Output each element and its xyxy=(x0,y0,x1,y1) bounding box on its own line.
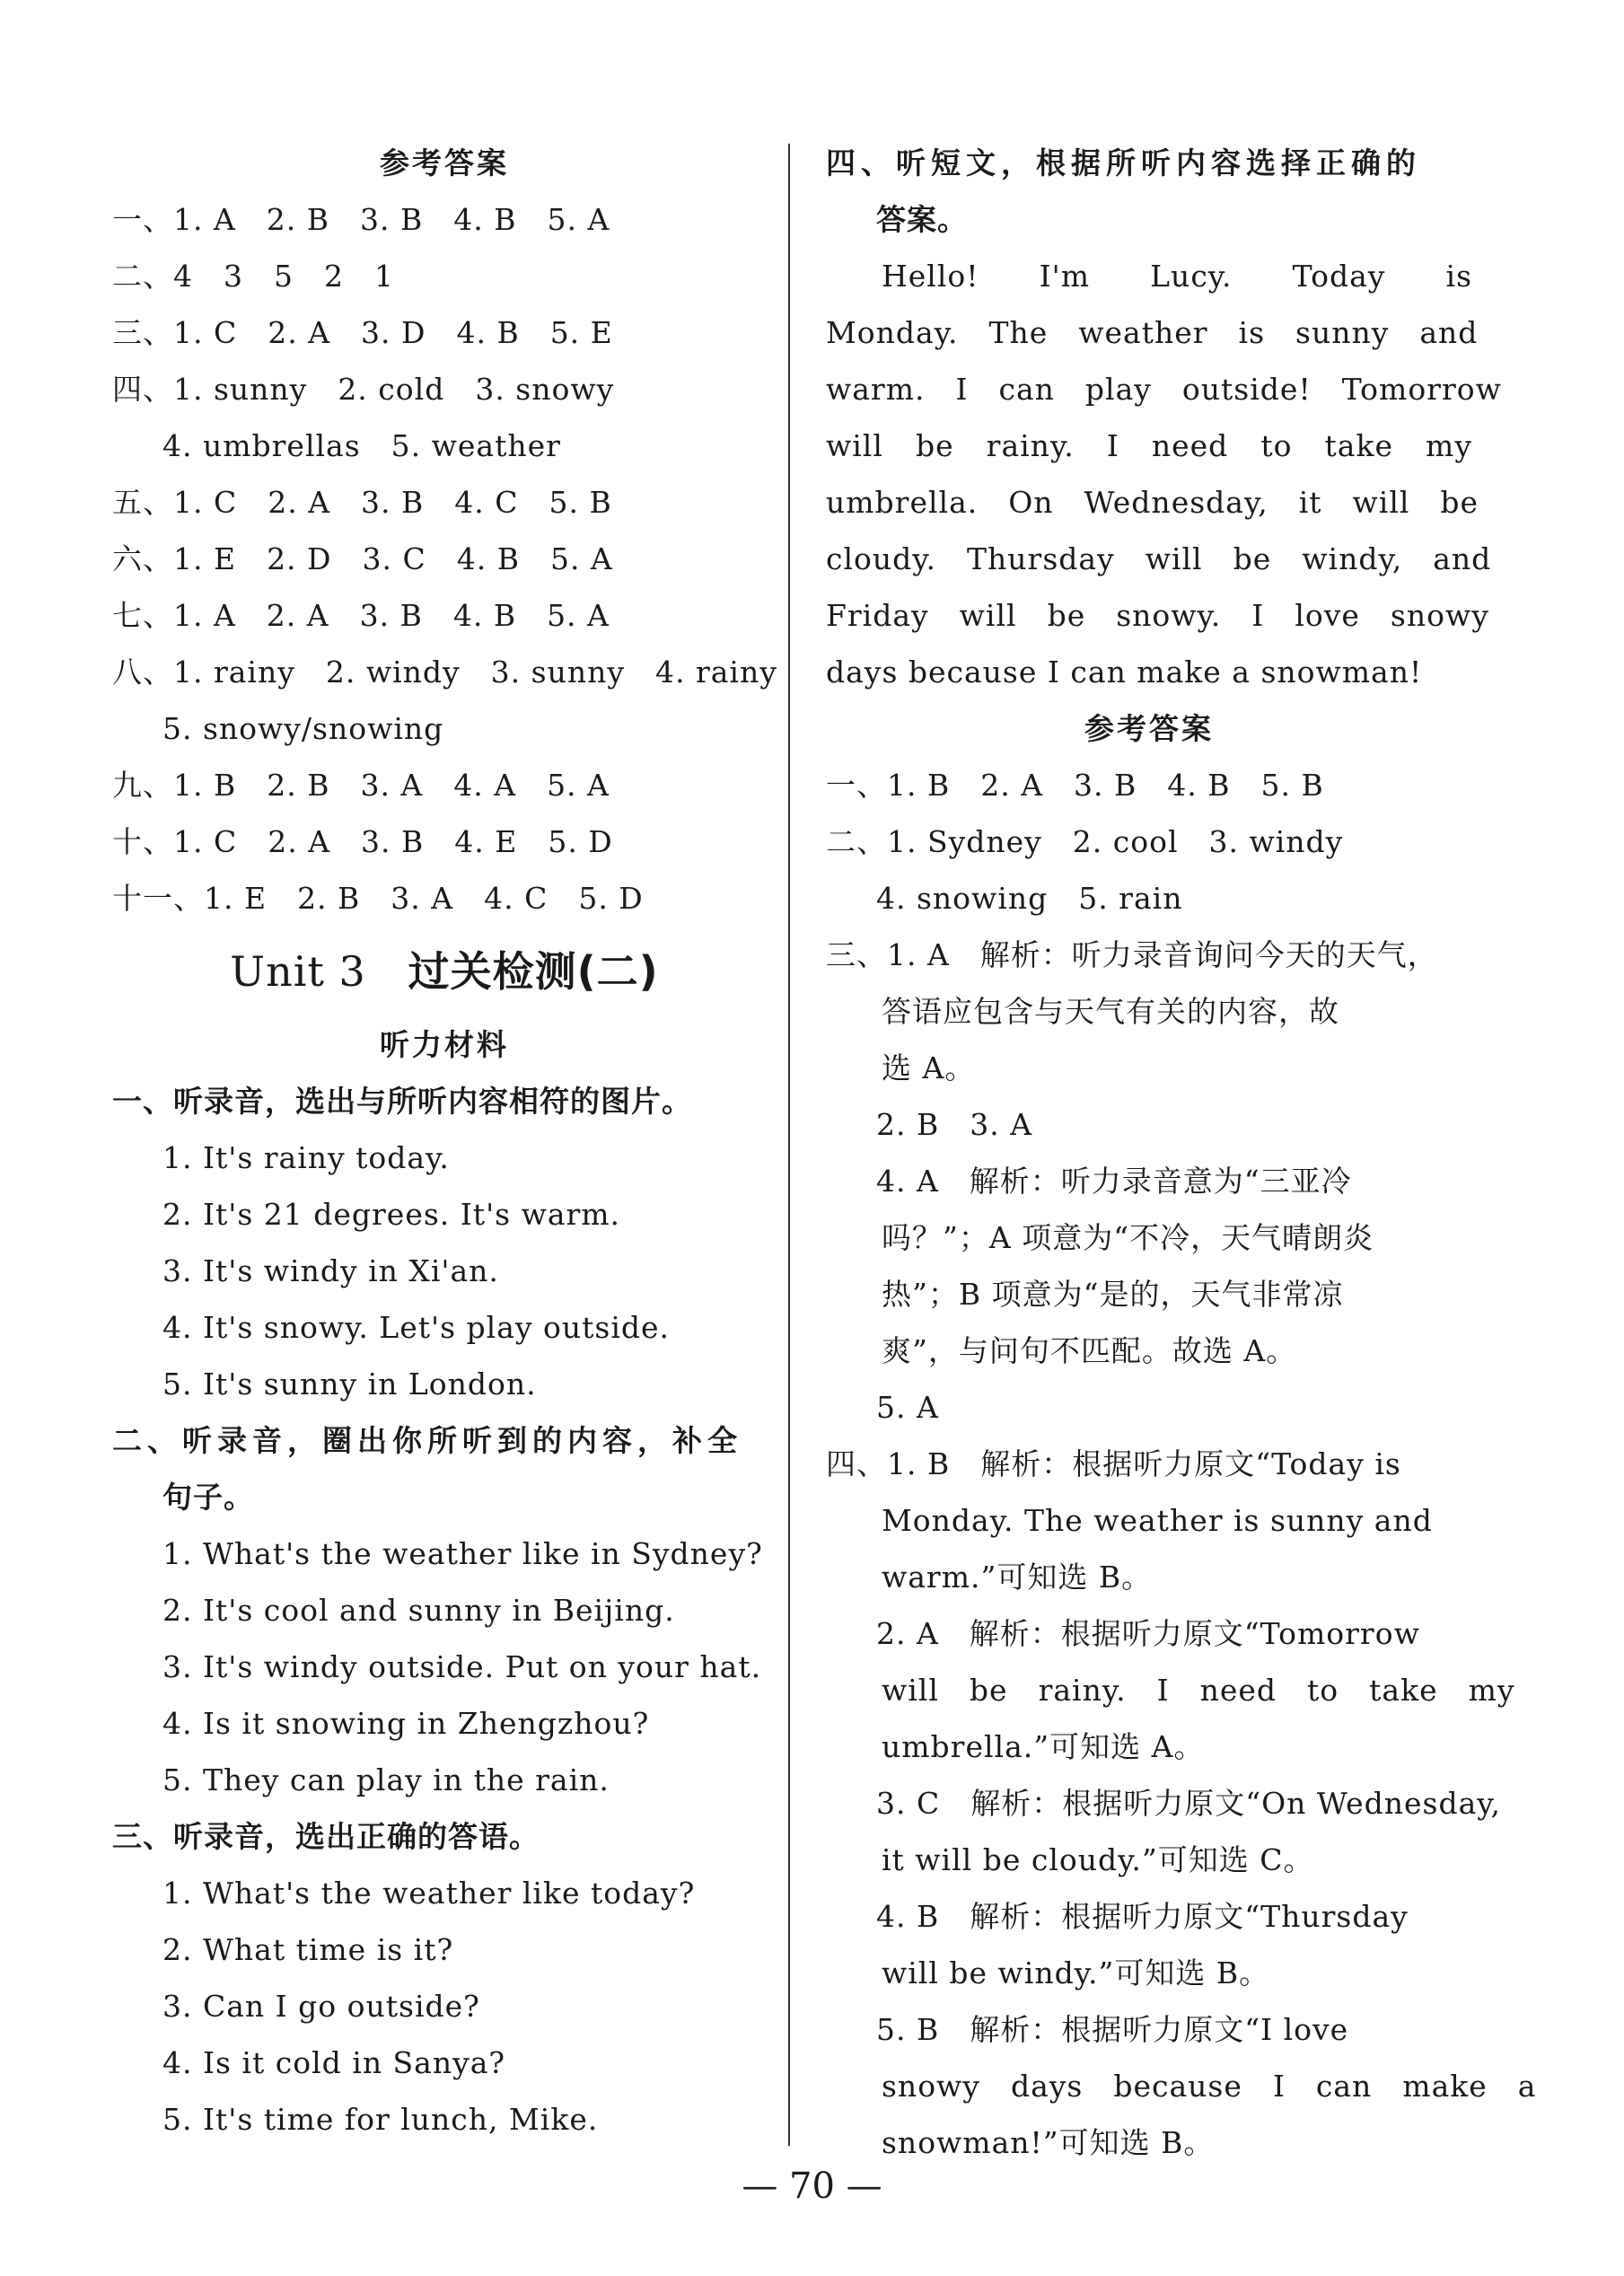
list-item: 5. It's sunny in London. xyxy=(162,1366,537,1402)
answer-line: 2. A 解析：根据听力原文“Tomorrow xyxy=(876,1616,1420,1651)
answer-line: snowy days because I can make a xyxy=(882,2069,1537,2104)
section-3-heading: 三、听录音，选出正确的答语。 xyxy=(112,1819,540,1854)
list-item: 3. It's windy outside. Put on your hat. xyxy=(162,1649,762,1684)
answer-line: Monday. The weather is sunny and xyxy=(882,1503,1433,1538)
passage-line: will be rainy. I need to take my xyxy=(826,428,1472,463)
passage-line: Hello! I'm Lucy. Today is xyxy=(882,259,1472,294)
answer-key-heading: 参考答案 xyxy=(380,145,509,180)
answer-key-heading: 参考答案 xyxy=(1084,711,1214,746)
list-item: 5. It's time for lunch, Mike. xyxy=(162,2102,599,2137)
section-4-heading: 四、听短文，根据所听内容选择正确的 xyxy=(826,145,1421,180)
answer-line: it will be cloudy.”可知选 C。 xyxy=(882,1842,1314,1877)
answer-line: 5. snowy/snowing xyxy=(162,711,444,746)
passage-line: umbrella. On Wednesday, it will be xyxy=(826,485,1479,520)
answer-line: 3. C 解析：根据听力原文“On Wednesday, xyxy=(876,1786,1502,1821)
listening-material-heading: 听力材料 xyxy=(380,1027,509,1062)
answer-line: 九、1. B 2. B 3. A 4. A 5. A xyxy=(112,768,610,803)
answer-line: 2. B 3. A xyxy=(876,1107,1033,1142)
list-item: 4. It's snowy. Let's play outside. xyxy=(162,1310,671,1345)
answer-line: 三、1. A 解析：听力录音询问今天的天气， xyxy=(826,937,1438,972)
section-2-heading-cont: 句子。 xyxy=(162,1480,254,1515)
answer-line: 七、1. A 2. A 3. B 4. B 5. A xyxy=(112,598,610,633)
answer-line: 4. B 解析：根据听力原文“Thursday xyxy=(876,1899,1409,1934)
answer-line: 4. umbrellas 5. weather xyxy=(162,428,561,463)
left-column xyxy=(112,135,777,2148)
list-item: 5. They can play in the rain. xyxy=(162,1762,610,1797)
list-item: 3. Can I go outside? xyxy=(162,1989,480,2024)
list-item: 1. What's the weather like in Sydney? xyxy=(162,1536,763,1571)
page-number: — 70 — xyxy=(742,2166,882,2207)
answer-line: will be rainy. I need to take my xyxy=(882,1673,1515,1708)
answer-line: 十、1. C 2. A 3. B 4. E 5. D xyxy=(112,824,613,859)
answer-line: 热”；B 项意为“是的，天气非常凉 xyxy=(882,1277,1344,1312)
answer-line: 四、1. sunny 2. cold 3. snowy xyxy=(112,372,615,407)
list-item: 2. It's cool and sunny in Beijing. xyxy=(162,1593,675,1628)
answer-line: 六、1. E 2. D 3. C 4. B 5. A xyxy=(112,541,613,576)
answer-line: 十一、1. E 2. B 3. A 4. C 5. D xyxy=(112,881,644,916)
list-item: 4. Is it snowing in Zhengzhou? xyxy=(162,1706,650,1741)
section-1-heading: 一、听录音，选出与所听内容相符的图片。 xyxy=(112,1084,692,1119)
passage-line: cloudy. Thursday will be windy, and xyxy=(826,541,1492,576)
unit-title xyxy=(112,927,777,1016)
answer-line: 一、1. B 2. A 3. B 4. B 5. B xyxy=(826,768,1324,803)
answer-line: 5. A xyxy=(876,1390,939,1425)
answer-line: 二、4 3 5 2 1 xyxy=(112,259,394,294)
answer-line: 4. snowing 5. rain xyxy=(876,881,1183,916)
answer-line: 三、1. C 2. A 3. D 4. B 5. E xyxy=(112,315,613,350)
answer-line: 二、1. Sydney 2. cool 3. windy xyxy=(826,824,1344,859)
list-item: 1. What's the weather like today? xyxy=(162,1876,696,1911)
answer-line: 四、1. B 解析：根据听力原文“Today is xyxy=(826,1446,1401,1481)
list-item: 2. It's 21 degrees. It's warm. xyxy=(162,1197,621,1232)
column-divider xyxy=(788,144,790,2146)
answer-line: 答语应包含与天气有关的内容，故 xyxy=(882,994,1339,1029)
answer-line: 五、1. C 2. A 3. B 4. C 5. B xyxy=(112,485,612,520)
answer-line: warm.”可知选 B。 xyxy=(882,1560,1153,1595)
answer-line: 爽”，与问句不匹配。故选 A。 xyxy=(882,1333,1297,1368)
passage-line: days because I can make a snowman! xyxy=(826,655,1423,690)
list-item: 2. What time is it? xyxy=(162,1932,454,1967)
right-column xyxy=(826,135,1537,2171)
section-4-heading-cont: 答案。 xyxy=(876,202,968,237)
section-2-heading: 二、听录音，圈出你所听到的内容，补全 xyxy=(112,1423,742,1458)
passage-line: Friday will be snowy. I love snowy xyxy=(826,598,1489,633)
answer-line: 八、1. rainy 2. windy 3. sunny 4. rainy xyxy=(112,655,777,690)
list-item: 3. It's windy in Xi'an. xyxy=(162,1253,499,1288)
answer-line: 选 A。 xyxy=(882,1050,976,1085)
list-item: 1. It's rainy today. xyxy=(162,1140,450,1175)
unit-title-en: Unit 3 xyxy=(230,947,366,996)
answer-line: 4. A 解析：听力录音意为“三亚冷 xyxy=(876,1164,1352,1199)
list-item: 4. Is it cold in Sanya? xyxy=(162,2045,506,2080)
unit-title-zh: 过关检测(二) xyxy=(408,947,659,996)
answer-line: snowman!”可知选 B。 xyxy=(882,2125,1215,2160)
answer-line: umbrella.”可知选 A。 xyxy=(882,1729,1205,1764)
answer-line: will be windy.”可知选 B。 xyxy=(882,1955,1270,1990)
answer-line: 5. B 解析：根据听力原文“I love xyxy=(876,2012,1349,2047)
answer-line: 一、1. A 2. B 3. B 4. B 5. A xyxy=(112,202,610,237)
answer-line: 吗？”；A 项意为“不冷，天气晴朗炎 xyxy=(882,1220,1374,1255)
passage-line: Monday. The weather is sunny and xyxy=(826,315,1479,350)
passage-line: warm. I can play outside! Tomorrow xyxy=(826,372,1502,407)
